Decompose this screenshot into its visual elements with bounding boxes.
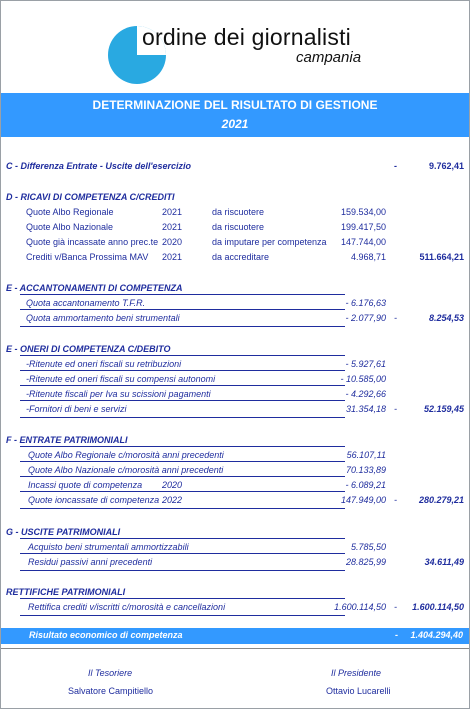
table-row <box>0 237 470 251</box>
section-c-total: 9.762,41 <box>428 161 464 171</box>
section-d-title: D - RICAVI DI COMPETENZA C/CREDITI <box>6 192 175 202</box>
president-name: Ottavio Lucarelli <box>326 686 391 696</box>
section-c-dash: - <box>394 161 397 171</box>
section-r-title: RETTIFICHE PATRIMONIALI <box>6 587 126 597</box>
row-amount: 31.354,18 <box>345 404 386 414</box>
section-d-total: 511.664,21 <box>419 252 464 262</box>
row-desc: Quote Albo Nazionale c/morosità anni precedenti <box>28 465 224 475</box>
row-desc: -Ritenute ed oneri fiscali su compensi autonomi <box>26 374 216 384</box>
table-row <box>0 222 470 236</box>
rule-line <box>20 446 345 447</box>
row-amount: - 5.927,61 <box>345 359 386 369</box>
row-desc: Quote ioncassate di competenza <box>28 495 160 505</box>
rule-line <box>20 326 345 327</box>
row-amount: 1.600.114,50 <box>334 602 386 612</box>
row-desc: Quote Albo Regionale c/morosità anni precedenti <box>28 450 224 460</box>
rule-line <box>20 538 345 539</box>
row-note: da imputare per competenza <box>212 237 327 247</box>
divider <box>1 648 469 649</box>
row-year: 2022 <box>162 495 183 505</box>
treasurer-role: Il Tesoriere <box>88 668 133 678</box>
table-row <box>0 602 470 616</box>
treasurer-name: Salvatore Campitiello <box>68 686 154 696</box>
section-e2-total: 52.159,45 <box>423 404 464 414</box>
section-e1-title: E - ACCANTONAMENTI DI COMPETENZA <box>6 283 183 293</box>
row-amount: 4.968,71 <box>350 252 386 262</box>
row-desc: Residui passivi anni precedenti <box>28 557 153 567</box>
row-desc: Quote già incassate anno prec.te <box>26 237 159 247</box>
rule-line <box>20 570 345 571</box>
rule-line <box>20 508 345 509</box>
row-year: 2020 <box>162 480 183 490</box>
row-desc: Quote Albo Nazionale <box>26 222 114 232</box>
row-year: 2021 <box>162 207 183 217</box>
rule-line <box>20 598 345 599</box>
rule-line <box>20 553 345 554</box>
table-row <box>0 313 470 327</box>
org-subtitle: campania <box>296 49 362 66</box>
row-year: 2020 <box>162 237 183 247</box>
table-row <box>0 557 470 571</box>
section-e1-total: 8.254,53 <box>428 313 464 323</box>
row-year: 2021 <box>162 252 183 262</box>
rule-line <box>20 417 345 418</box>
row-amount: - 2.077,90 <box>345 313 386 323</box>
president-role: Il Presidente <box>331 668 382 678</box>
row-amount: - 6.089,21 <box>345 480 386 490</box>
table-row <box>0 252 470 266</box>
row-desc: Incassi quote di competenza <box>28 480 143 490</box>
result-bar <box>1 628 469 644</box>
rule-line <box>20 385 345 386</box>
report-title: DETERMINAZIONE DEL RISULTATO DI GESTIONE <box>92 98 378 112</box>
row-amount: 28.825,99 <box>345 557 386 567</box>
result-dash: - <box>395 630 398 640</box>
row-amount: - 10.585,00 <box>340 374 386 384</box>
section-g-title: G - USCITE PATRIMONIALI <box>6 527 121 537</box>
row-desc: Crediti v/Banca Prossima MAV <box>26 252 149 262</box>
row-amount: 147.744,00 <box>340 237 386 247</box>
section-c-row <box>0 161 470 175</box>
result-total: 1.404.294,40 <box>410 630 463 640</box>
section-f-total: 280.279,21 <box>418 495 464 505</box>
section-c-title: C - Differenza Entrate - Uscite dell'esercizio <box>6 161 192 171</box>
row-desc: Rettifica crediti v/iscritti c/morosità e cancellazioni <box>28 602 226 612</box>
section-e2-title: E - ONERI DI COMPETENZA C/DEBITO <box>6 344 171 354</box>
row-amount: 199.417,50 <box>340 222 386 232</box>
result-label: Risultato economico di competenza <box>29 630 183 640</box>
row-amount: 5.785,50 <box>350 542 386 552</box>
section-r-total: 1.600.114,50 <box>412 602 464 612</box>
rule-line <box>20 294 345 295</box>
row-desc: Quote Albo Regionale <box>26 207 114 217</box>
section-f-dash: - <box>394 495 397 505</box>
org-title: ordine dei giornalisti <box>142 24 351 50</box>
row-amount: - 6.176,63 <box>345 298 386 308</box>
row-desc: Acquisto beni strumentali ammortizzabili <box>28 542 189 552</box>
table-row <box>0 495 470 509</box>
report-banner <box>1 93 469 137</box>
section-e2-dash: - <box>394 404 397 414</box>
rule-line <box>20 400 345 401</box>
rule-line <box>20 476 345 477</box>
row-note: da riscuotere <box>212 222 265 232</box>
table-row <box>0 207 470 221</box>
section-d-header <box>0 192 470 206</box>
row-amount: 56.107,11 <box>346 450 386 460</box>
row-note: da accreditare <box>212 252 270 262</box>
row-desc: Quota accantonamento T.F.R. <box>26 298 146 308</box>
section-f-title: F - ENTRATE PATRIMONIALI <box>6 435 128 445</box>
report-year: 2021 <box>221 117 249 131</box>
section-r-dash: - <box>394 602 397 612</box>
row-amount: 70.133,89 <box>345 465 386 475</box>
org-logo <box>108 22 388 82</box>
rule-line <box>20 615 345 616</box>
section-g-total: 34.611,49 <box>424 557 464 567</box>
row-desc: -Fornitori di beni e servizi <box>26 404 127 414</box>
row-note: da riscuotere <box>212 207 265 217</box>
row-year: 2021 <box>162 222 183 232</box>
rule-line <box>20 309 345 310</box>
rule-line <box>20 370 345 371</box>
row-amount: 159.534,00 <box>340 207 386 217</box>
row-desc: -Ritenute fiscali per Iva su scissioni pagamenti <box>26 389 211 399</box>
row-amount: 147.949,00 <box>340 495 386 505</box>
table-row <box>0 404 470 418</box>
rule-line <box>20 355 345 356</box>
row-desc: Quota ammortamento beni strumentali <box>26 313 180 323</box>
row-desc: -Ritenute ed oneri fiscali su retribuzioni <box>26 359 182 369</box>
rule-line <box>20 461 345 462</box>
row-amount: - 4.292,66 <box>345 389 386 399</box>
section-e1-dash: - <box>394 313 397 323</box>
rule-line <box>20 491 345 492</box>
